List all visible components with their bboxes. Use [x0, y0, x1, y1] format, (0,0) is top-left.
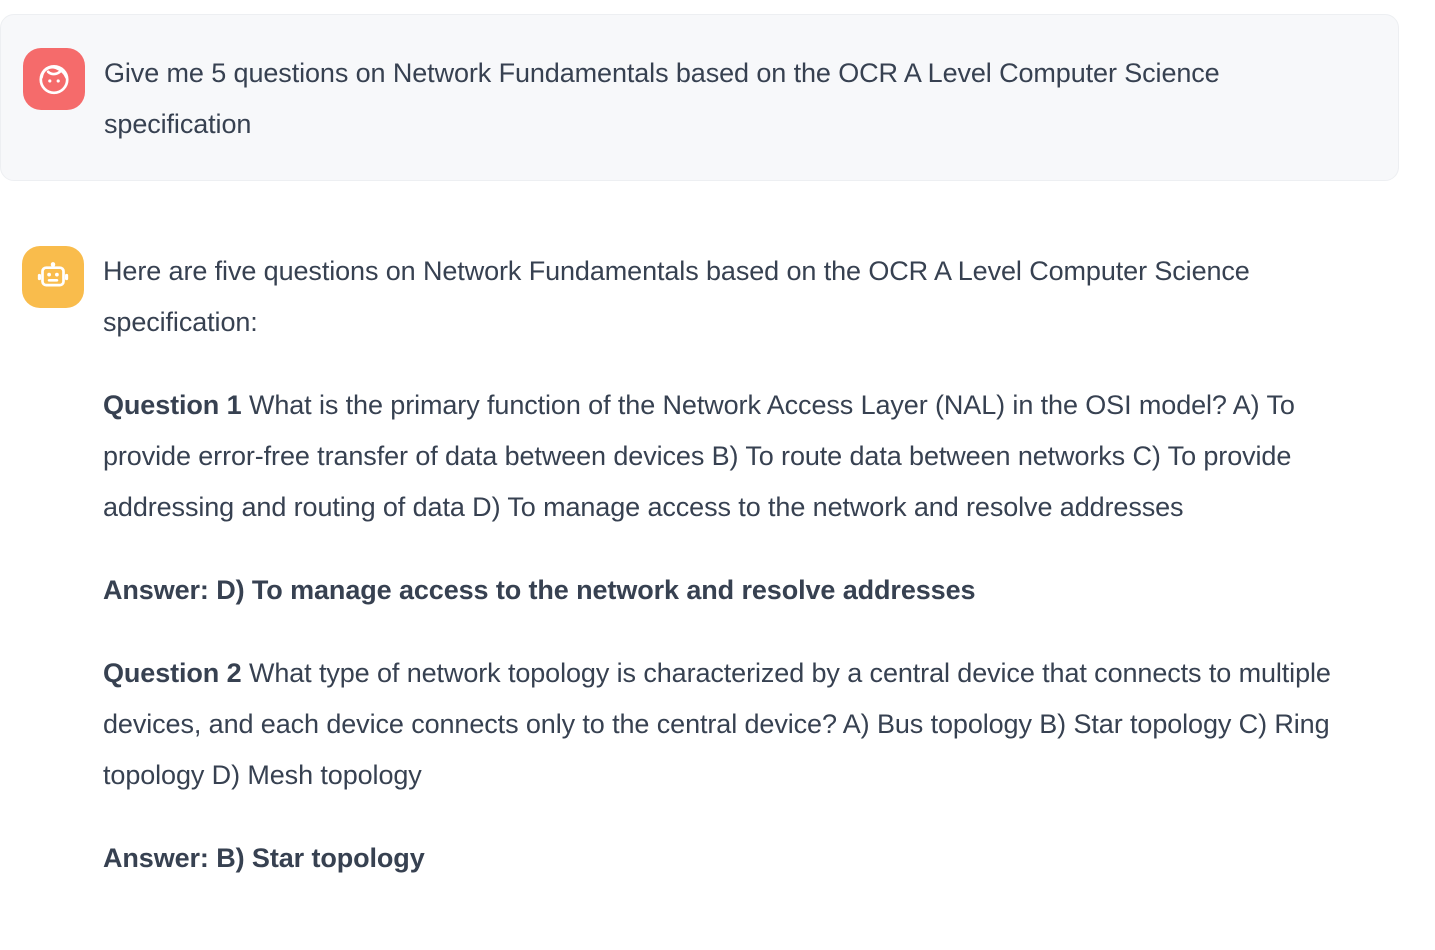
user-message-text	[104, 48, 1368, 150]
question-1-text: What is the primary function of the Network Access Layer (NAL) in the OSI model? A) To provide error-free transfer of data between devices B) To route data between networks C) To provide addressing and routing of data D) To manage access to the network and resolve addresses	[103, 390, 1295, 522]
question-2	[103, 648, 1369, 801]
question-2-text: What type of network topology is characterized by a central device that connects to multiple devices, and each device connects only to the central device? A) Bus topology B) Star topology C) Ring topology D) Mesh topology	[103, 658, 1331, 790]
answer-1: Answer: D) To manage access to the network and resolve addresses	[103, 575, 976, 605]
question-1-label: Question 1	[103, 390, 242, 420]
answer-2: Answer: B) Star topology	[103, 843, 425, 873]
user-face-icon	[36, 61, 72, 97]
user-message	[0, 14, 1399, 181]
question-2-label: Question 2	[103, 658, 242, 688]
assistant-intro: Here are five questions on Network Fundamentals based on the OCR A Level Computer Science specification:	[103, 256, 1250, 337]
assistant-message	[0, 246, 1399, 884]
assistant-message-text	[103, 246, 1369, 884]
user-avatar	[23, 48, 85, 110]
assistant-avatar	[22, 246, 84, 308]
question-1	[103, 380, 1369, 533]
robot-icon	[35, 259, 71, 295]
chat-transcript	[0, 14, 1435, 884]
user-prompt: Give me 5 questions on Network Fundamentals based on the OCR A Level Computer Science specification	[104, 58, 1220, 139]
